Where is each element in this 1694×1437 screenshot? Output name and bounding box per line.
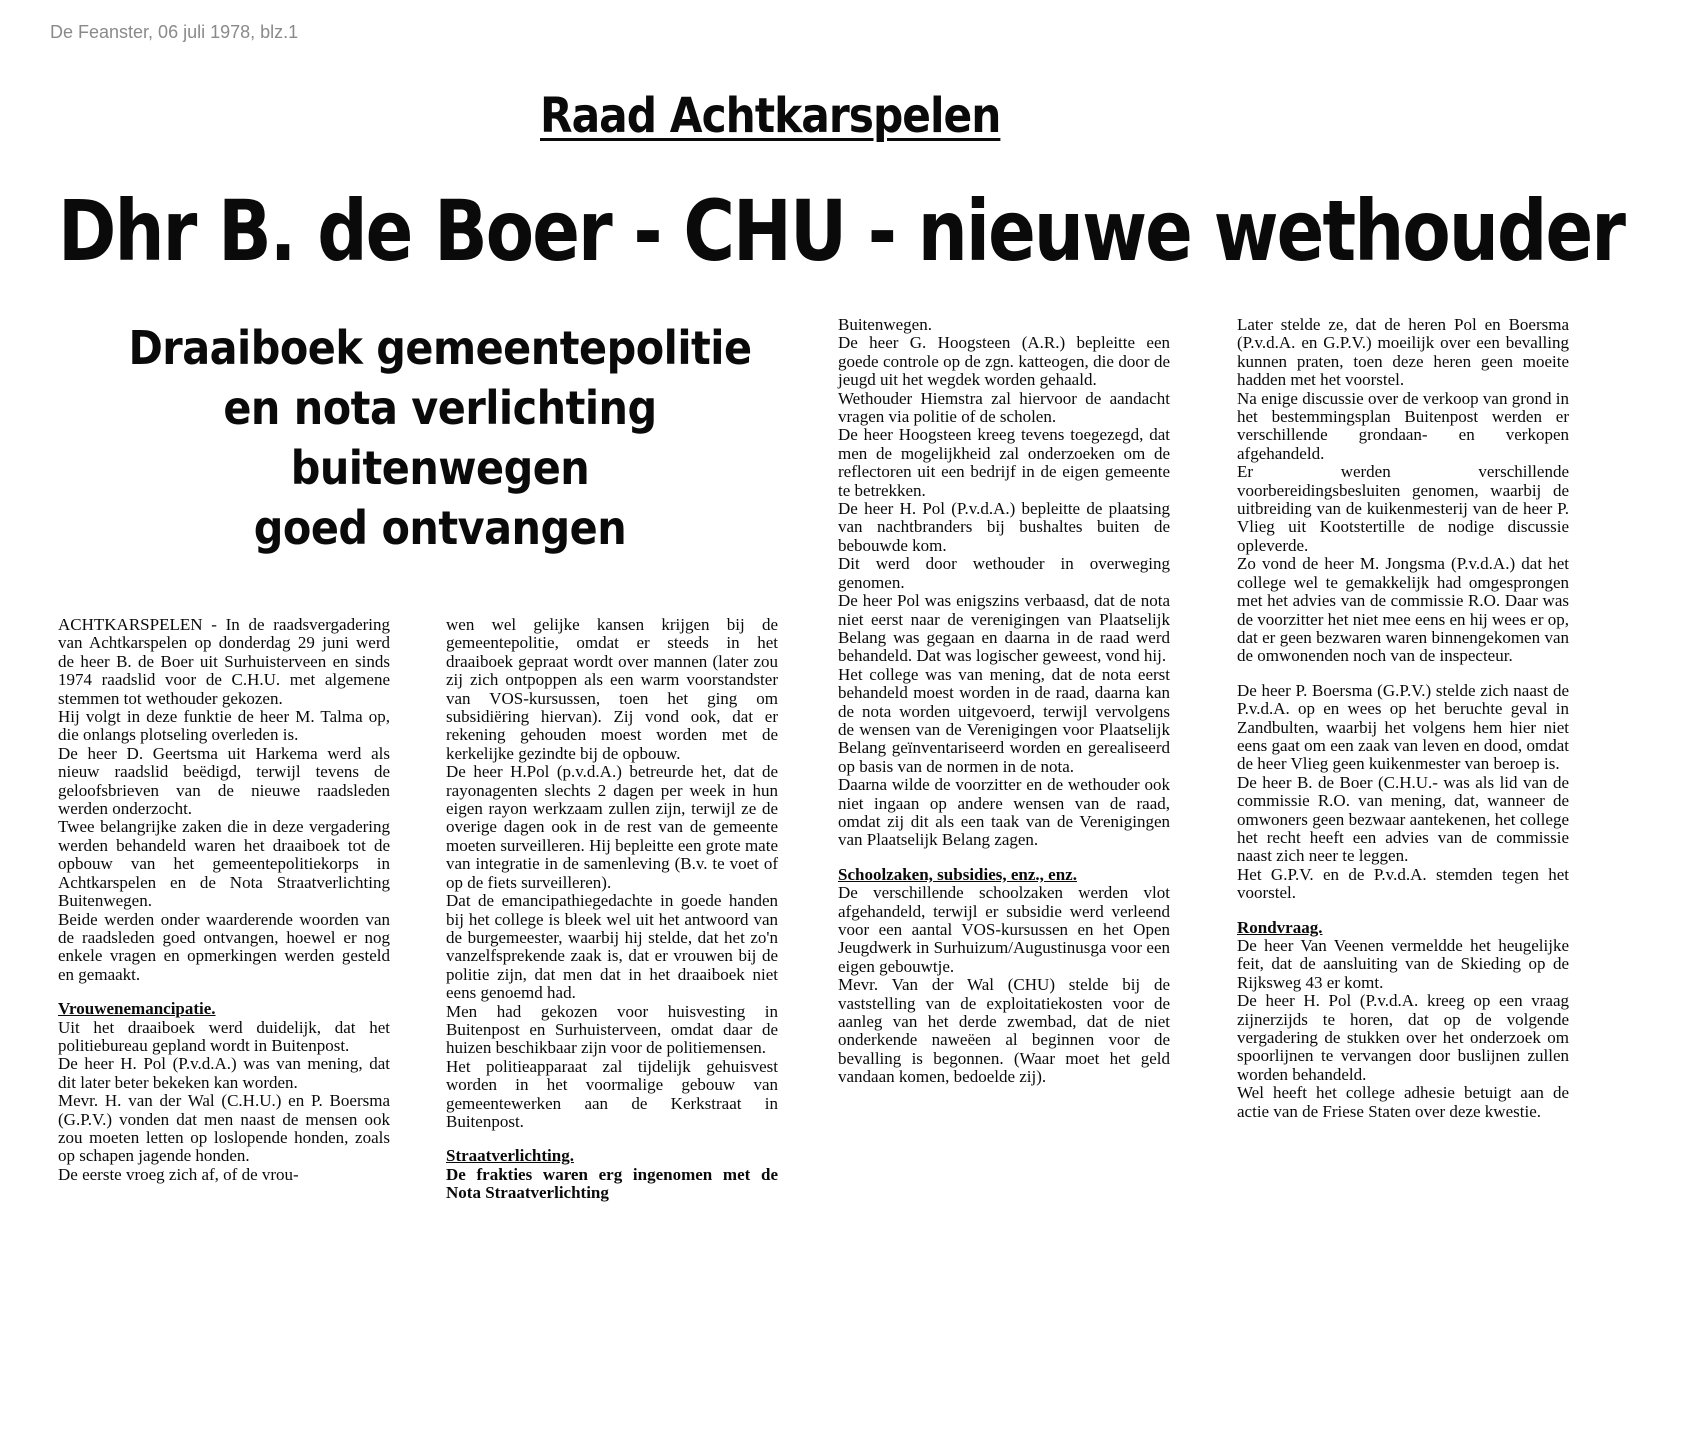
paragraph: Dat de emancipathiegedachte in goede handen bij het college is bleek wel uit het antwoord van de burgemeester, waarbij hij stelde, dat het zo'n vanzelfsprekende zaak is, dat er vrouwen bij de politie zijn, dat men dat in het draaiboek niet eens genoemd had. — [446, 891, 778, 1003]
article-column-4 — [1237, 316, 1569, 1121]
kicker-heading: Raad Achtkarspelen — [540, 88, 1001, 144]
paragraph: De heer B. de Boer (C.H.U.- was als lid van de commissie R.O. van mening, dat, wanneer de omwoners geen bezwaar aantekenen, het college het recht heeft een advies van de commissie naast zich neer te leggen. — [1237, 772, 1569, 866]
paragraph: De heer H. Pol (P.v.d.A.) was van mening, dat dit later beter bekeken kan worden. — [58, 1054, 390, 1092]
paragraph: De heer P. Boersma (G.P.V.) stelde zich naast de P.v.d.A. op en wees op het beruchte geval in Zandbulten, waarbij het volgens hem hier niet eens gaat om een zaak van leven en dood, omdat de heer Vlieg geen kuikenmester van beroep is. — [1237, 680, 1569, 774]
paragraph: Het politieapparaat zal tijdelijk gehuisvest worden in het voormalige gebouw van gemeentewerken aan de Kerkstraat in Buitenpost. — [446, 1056, 778, 1131]
paragraph: De heer G. Hoogsteen (A.R.) bepleitte een goede controle op de zgn. katteogen, die door de jeugd uit het wegdek worden gehaald. — [838, 333, 1170, 390]
paragraph: Twee belangrijke zaken die in deze vergadering werden behandeld waren het draaiboek tot de opbouw van het gemeentepolitiekorps in Achtkarspelen en de Nota Straatverlichting Buitenwegen. — [58, 817, 390, 911]
paragraph: De frakties waren erg ingenomen met de Nota Straatverlichting — [446, 1164, 778, 1203]
paragraph: Mevr. H. van der Wal (C.H.U.) en P. Boersma (G.P.V.) vonden dat men naast de mensen ook zou moeten letten op loslopende honden, zoals op schapen jagende honden. — [58, 1091, 390, 1166]
paragraph: Daarna wilde de voorzitter en de wethouder ook niet ingaan op andere wensen van de raad, omdat zij dit als een taak van de Verenigingen van Plaatselijk Belang zagen. — [838, 775, 1170, 850]
paragraph: Uit het draaiboek werd duidelijk, dat het politiebureau gepland wordt in Buitenpost. — [58, 1017, 390, 1055]
paragraph: Na enige discussie over de verkoop van grond in het bestemmingsplan Buitenpost werden er verschillende grondaan- en verkopen afgehandeld. — [1237, 388, 1569, 463]
paragraph: Er werden verschillende voorbereidingsbesluiten genomen, waarbij de uitbreiding van de kuikenmesterij van de heer P. Vlieg uit Kootstertille de nodige discussie opleverde. — [1237, 462, 1569, 555]
paragraph: Wel heeft het college adhesie betuigt aan de actie van de Friese Staten over deze kwestie. — [1237, 1083, 1569, 1121]
article-column-2 — [446, 616, 778, 1203]
paragraph: De heer H.Pol (p.v.d.A.) betreurde het, dat de rayonagenten slechts 2 dagen per week in hun eigen rayon werkzaam zullen zijn, terwijl ze de overige dagen ook in de rest van de gemeente moeten surveilleren. Hij bepleitte een grote mate van integratie in de samenleving (B.v. te voet of op de fiets surveilleren). — [446, 762, 778, 892]
paragraph: Dit werd door wethouder in overweging genomen. — [838, 554, 1170, 592]
paragraph: Mevr. Van der Wal (CHU) stelde bij de vaststelling van de exploitatiekosten voor de aanleg van het derde zwembad, dat de niet onderkende naweëen al beginnen voor de bevalling is begonnen. (Waar moet het geld vandaan komen, bedoelde zij). — [838, 975, 1170, 1087]
paragraph: Hij volgt in deze funktie de heer M. Talma op, die onlangs plotseling overleden is. — [58, 707, 390, 745]
section-heading: Vrouwenemancipatie. — [58, 999, 216, 1019]
paragraph: De heer H. Pol (P.v.d.A. kreeg op een vraag zijnerzijds te horen, dat op de volgende vergadering de stukken over het onderzoek om spoorlijnen te vervangen door buslijnen zullen worden behandeld. — [1237, 991, 1569, 1084]
headline: Dhr B. de Boer - CHU - nieuwe wethouder — [58, 182, 1625, 280]
paragraph: ACHTKARSPELEN - In de raadsvergadering van Achtkarspelen op donderdag 29 juni werd de heer B. de Boer uit Surhuisterveen en sinds 1974 raadslid voor de C.H.U. met algemene stemmen tot wethouder gekozen. — [58, 615, 390, 708]
section-heading: Straatverlichting. — [446, 1146, 574, 1166]
paragraph: De heer Van Veenen vermeldde het heugelijke feit, dat de aansluiting van de Skieding op de Rijksweg 43 er komt. — [1237, 936, 1569, 992]
paragraph: De heer Pol was enigszins verbaasd, dat de nota niet eerst naar de verenigingen van Plaatselijk Belang was gegaan en daarna in de raad werd behandeld. Dat was logischer geweest, vond hij. — [838, 591, 1170, 666]
article-column-3 — [838, 316, 1170, 1087]
paragraph: Zo vond de heer M. Jongsma (P.v.d.A.) dat het college wel te gemakkelijk had omgesprongen met het advies van de commissie R.O. Daar was de voorzitter het niet mee eens en hij wees er op, dat er geen bezwaren waren binnengekomen van de omwonenden noch van de inspecteur. — [1237, 554, 1569, 666]
paragraph: De heer H. Pol (P.v.d.A.) bepleitte de plaatsing van nachtbranders bij bushaltes buiten de bebouwde kom. — [838, 499, 1170, 555]
subheadline: Draaiboek gemeentepolitie en nota verlichting buitenwegen goed ontvangen — [128, 321, 752, 555]
paragraph: Het college was van mening, dat de nota eerst behandeld moest worden in de raad, daarna kan de nota worden uitgevoerd, terwijl vervolgens de wensen van de Verenigingen voor Plaatselijk Belang geïnventariseerd worden en gerealiseerd op basis van de normen in de nota. — [838, 664, 1170, 776]
paragraph: Men had gekozen voor huisvesting in Buitenpost en Surhuisterveen, omdat daar de huizen beschikbaar zijn voor de politiemensen. — [446, 1001, 778, 1058]
paragraph: Beide werden onder waarderende woorden van de raadsleden goed ontvangen, hoewel er nog enkele vragen en opmerkingen werden gesteld en gemaakt. — [58, 909, 390, 984]
paragraph: Wethouder Hiemstra zal hiervoor de aandacht vragen via politie of de scholen. — [838, 388, 1170, 427]
paragraph: De verschillende schoolzaken werden vlot afgehandeld, terwijl er subsidie werd verleend voor een aantal VOS-kursussen en het Open Jeugdwerk in Surhuizum/Augustinusga voor een eigen gebouwtje. — [838, 883, 1170, 976]
section-heading: Rondvraag. — [1237, 917, 1323, 937]
paragraph: De heer Hoogsteen kreeg tevens toegezegd, dat men de mogelijkheid zal onderzoeken om de reflectoren uit een bedrijf in de eigen gemeente te betrekken. — [838, 425, 1170, 500]
paragraph: De heer D. Geertsma uit Harkema werd als nieuw raadslid beëdigd, terwijl tevens de geloofsbrieven van de nieuwe raadsleden werden onderzocht. — [58, 743, 390, 819]
paragraph: Het G.P.V. en de P.v.d.A. stemden tegen het voorstel. — [1237, 864, 1569, 903]
paragraph: Buitenwegen. — [838, 315, 932, 334]
page-caption: De Feanster, 06 juli 1978, blz.1 — [50, 22, 299, 42]
paragraph: De eerste vroeg zich af, of de vrou- — [58, 1164, 299, 1184]
article-column-1 — [58, 616, 390, 1184]
paragraph: wen wel gelijke kansen krijgen bij de gemeentepolitie, omdat er steeds in het draaiboek gepraat wordt over mannen (later zou zij zich ontpoppen als een warm voorstandster van VOS-kursussen, toen het ging om subsidiëring hiervan). Zij vond ook, dat er rekening gehouden moest worden met de kerkelijke gezindte bij de opbouw. — [446, 615, 778, 763]
section-heading: Schoolzaken, subsidies, enz., enz. — [838, 864, 1077, 884]
paragraph: Later stelde ze, dat de heren Pol en Boersma (P.v.d.A. en G.P.V.) moeilijk over een bevalling kunnen praten, toen deze heren geen moeite hadden met het voorstel. — [1237, 315, 1569, 390]
